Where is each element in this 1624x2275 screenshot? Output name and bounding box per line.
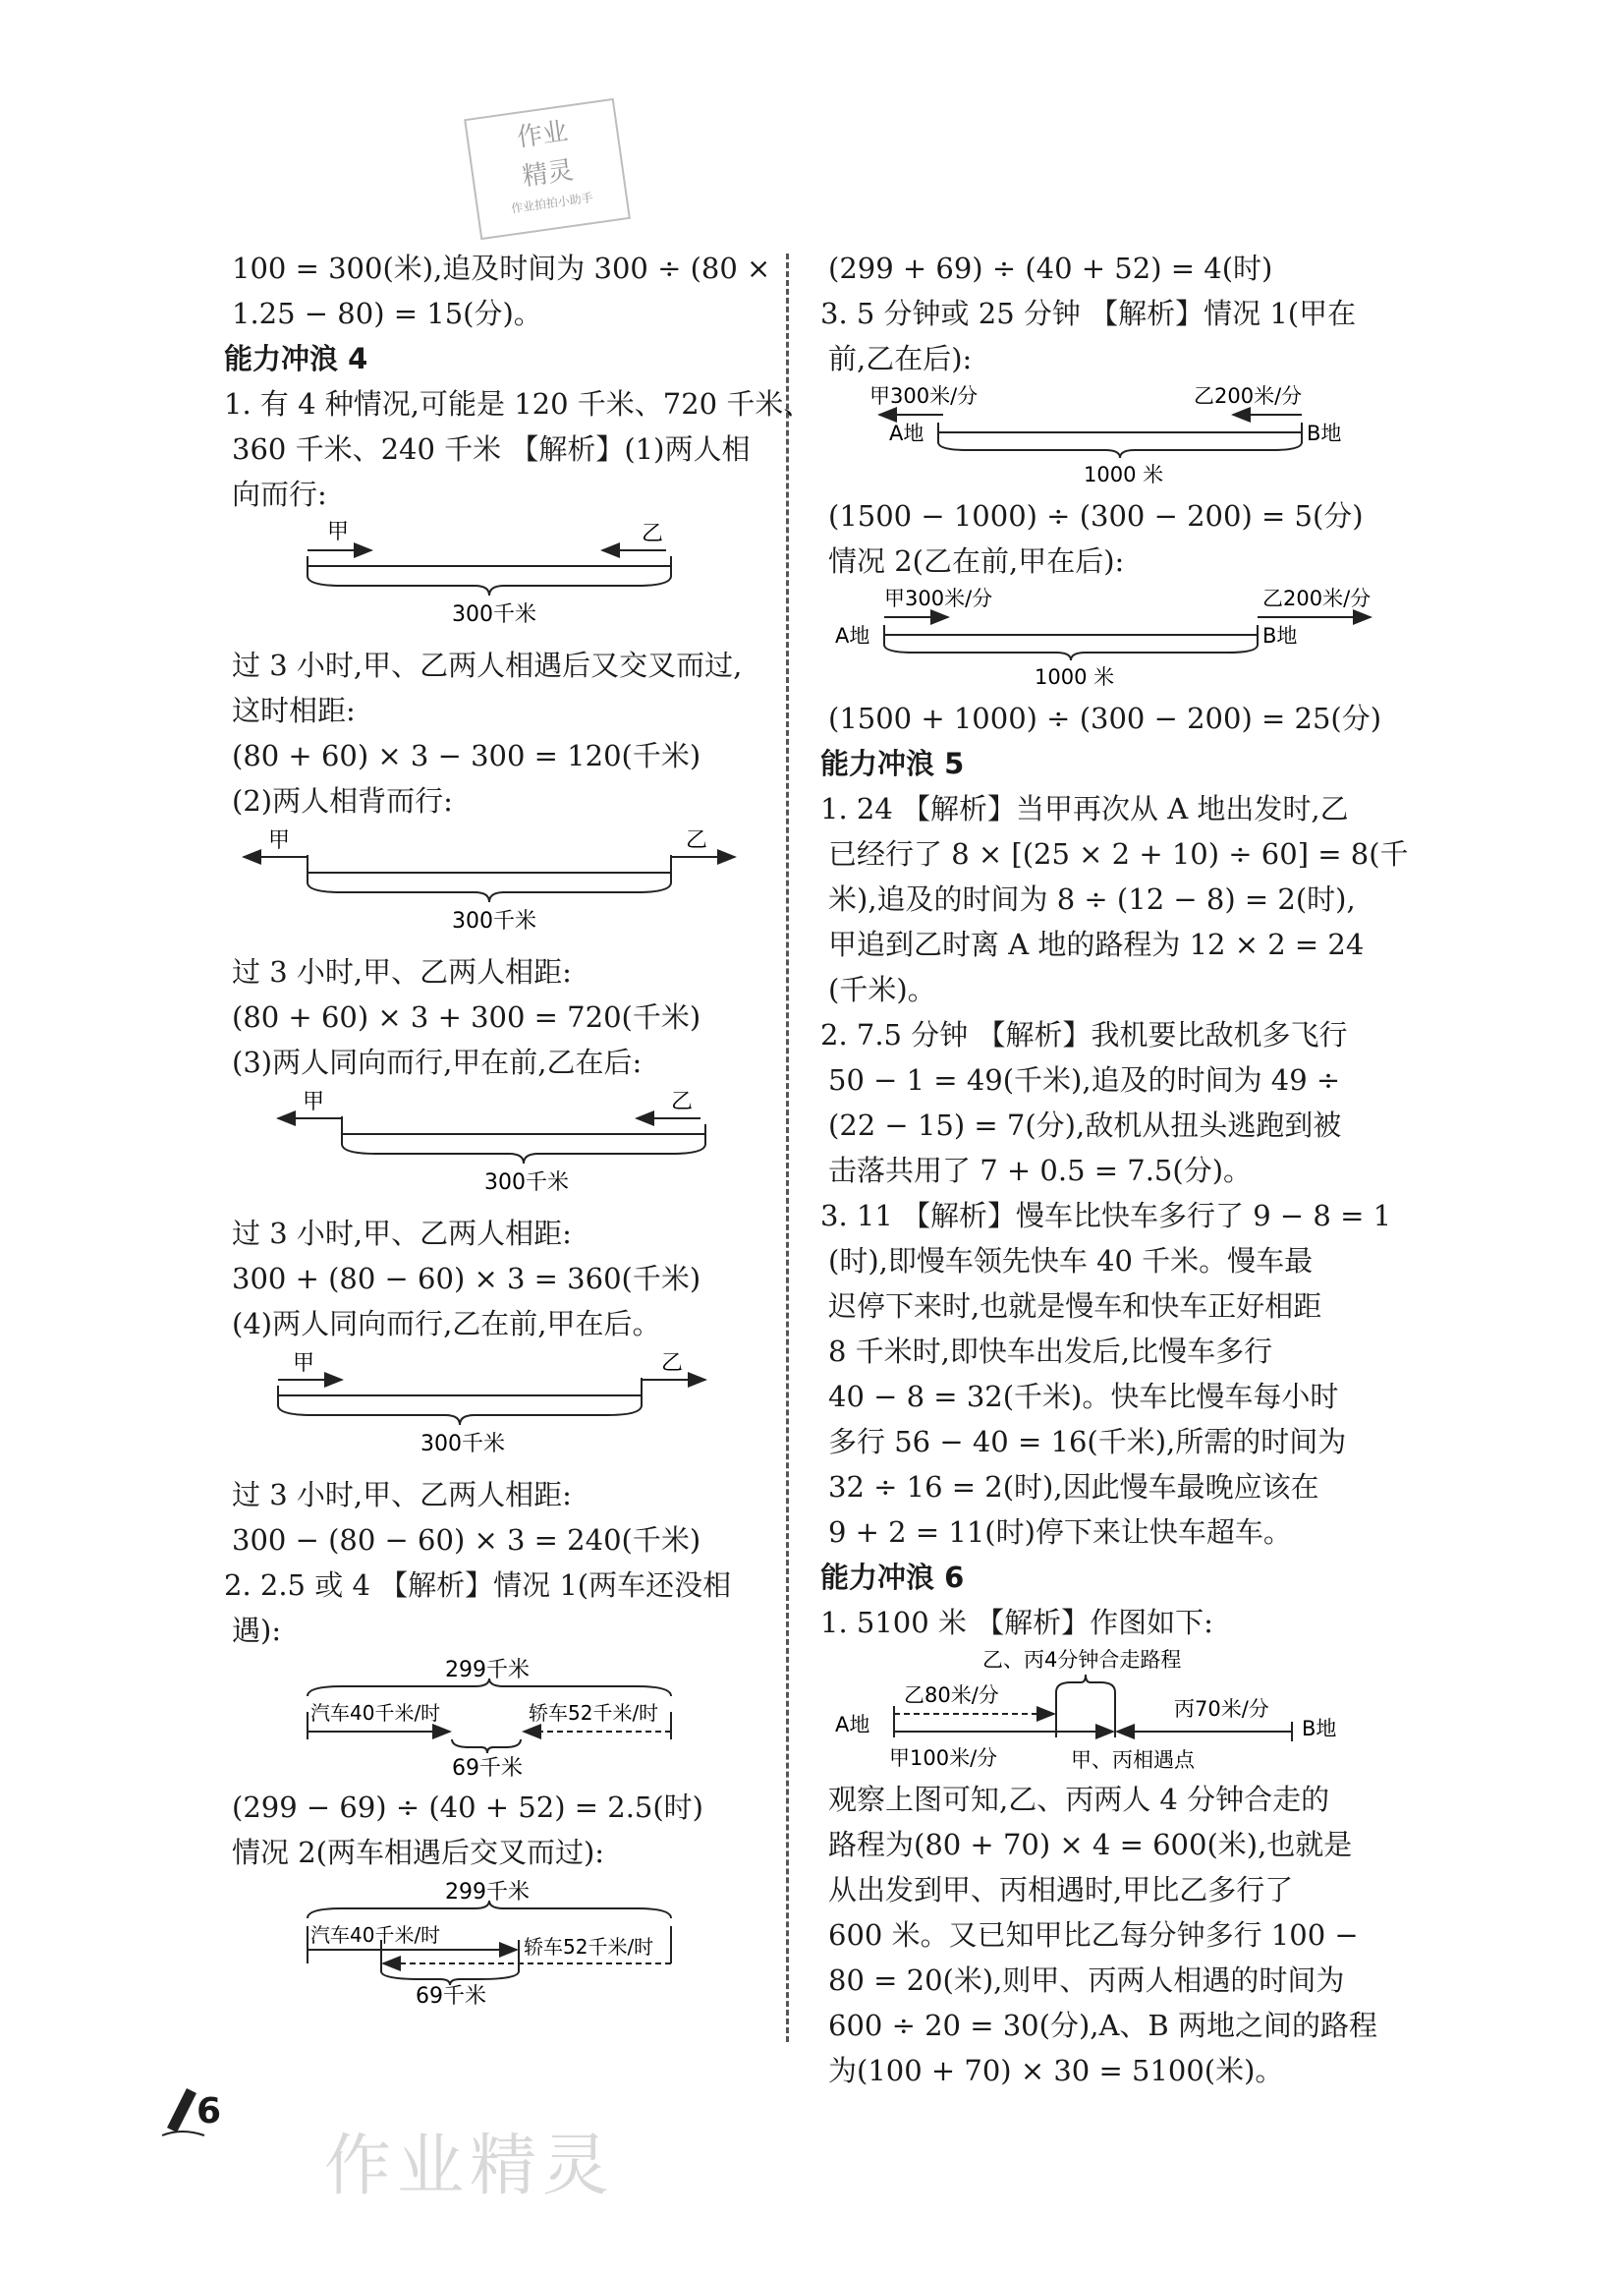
label-a: A地 bbox=[835, 1713, 870, 1736]
diagram-opposite bbox=[224, 519, 755, 641]
brace-bottom bbox=[381, 1971, 519, 1985]
label-yi200: 乙200米/分 bbox=[1262, 587, 1372, 610]
label-299: 299千米 bbox=[445, 1880, 530, 1905]
label-bing70: 丙70米/分 bbox=[1174, 1697, 1269, 1721]
label-69: 69千米 bbox=[452, 1756, 523, 1781]
text-line: 为(100 + 70) × 30 = 5100(米)。 bbox=[828, 2054, 1284, 2087]
label-1000: 1000 米 bbox=[1035, 665, 1115, 689]
section-heading: 能力冲浪 4 bbox=[224, 342, 368, 375]
text-line: 已经行了 8 × [(25 × 2 + 10) ÷ 60] = 8(千 bbox=[828, 837, 1409, 871]
text-line: (299 − 69) ÷ (40 + 52) = 2.5(时) bbox=[232, 1791, 704, 1824]
label-69: 69千米 bbox=[416, 1984, 486, 2005]
label-car: 汽车40千米/时 bbox=[310, 1701, 441, 1725]
text-line: 2. 7.5 分钟 【解析】我机要比敌机多飞行 bbox=[820, 1018, 1348, 1052]
text-line: 这时相距: bbox=[232, 694, 356, 727]
text-line: (1500 − 1000) ÷ (300 − 200) = 5(分) bbox=[828, 499, 1364, 533]
brace-top bbox=[308, 1901, 671, 1918]
text-line: (22 − 15) = 7(分),敌机从扭头逃跑到被 bbox=[828, 1109, 1342, 1142]
text-line: (时),即慢车领先快车 40 千米。慢车最 bbox=[828, 1244, 1314, 1278]
label-car: 汽车40千米/时 bbox=[310, 1923, 441, 1947]
brace-bottom bbox=[452, 1739, 521, 1753]
label-300: 300千米 bbox=[452, 909, 536, 934]
label-300: 300千米 bbox=[452, 602, 536, 627]
left-column bbox=[224, 246, 812, 2007]
text-line: 米),追及的时间为 8 ÷ (12 − 8) = 2(时), bbox=[828, 882, 1356, 916]
text-line: 过 3 小时,甲、乙两人相距: bbox=[232, 1478, 572, 1511]
label-a: A地 bbox=[889, 422, 924, 445]
text-line: (2)两人相背而行: bbox=[232, 784, 453, 818]
text-line: 9 + 2 = 11(时)停下来让快车超车。 bbox=[828, 1515, 1292, 1549]
label-yi80: 乙80米/分 bbox=[904, 1683, 999, 1707]
brace bbox=[278, 1405, 642, 1425]
text-line: 100 = 300(米),追及时间为 300 ÷ (80 × bbox=[232, 252, 771, 285]
text-line: (3)两人同向而行,甲在前,乙在后: bbox=[232, 1046, 643, 1079]
text-line: 600 ÷ 20 = 30(分),A、B 两地之间的路程 bbox=[828, 2009, 1377, 2042]
watermark-text: 作业精灵 bbox=[324, 2128, 616, 2205]
text-line: 2. 2.5 或 4 【解析】情况 1(两车还没相 bbox=[224, 1568, 732, 1602]
label-b: B地 bbox=[1307, 422, 1342, 445]
text-line: 甲追到乙时离 A 地的路程为 12 × 2 = 24 bbox=[828, 928, 1365, 961]
text-line: 32 ÷ 16 = 2(时),因此慢车最晚应该在 bbox=[828, 1470, 1319, 1504]
text-line: 80 = 20(米),则甲、丙两人相遇的时间为 bbox=[828, 1963, 1345, 1997]
text-line: 情况 2(乙在前,甲在后): bbox=[828, 544, 1125, 578]
text-line: 过 3 小时,甲、乙两人相距: bbox=[232, 1217, 572, 1250]
text-line: (80 + 60) × 3 − 300 = 120(千米) bbox=[232, 739, 701, 772]
text-line: 8 千米时,即快车出发后,比慢车多行 bbox=[828, 1335, 1273, 1368]
text-line: 多行 56 − 40 = 16(千米),所需的时间为 bbox=[828, 1425, 1347, 1458]
text-line: 向而行: bbox=[232, 478, 327, 511]
text-line: 3. 5 分钟或 25 分钟 【解析】情况 1(甲在 bbox=[820, 297, 1357, 330]
text-line: 300 − (80 − 60) × 3 = 240(千米) bbox=[232, 1523, 701, 1557]
diagram-jia-yi-bing bbox=[820, 1647, 1390, 1775]
diagram-case-2 bbox=[820, 586, 1390, 694]
brace bbox=[938, 442, 1302, 458]
label-yi: 乙 bbox=[671, 1090, 694, 1114]
text-line: (80 + 60) × 3 + 300 = 720(千米) bbox=[232, 1000, 701, 1034]
text-line: 50 − 1 = 49(千米),追及的时间为 49 ÷ bbox=[828, 1063, 1341, 1097]
stamp-line-2: 精灵 bbox=[520, 155, 576, 193]
text-line: (1500 + 1000) ÷ (300 − 200) = 25(分) bbox=[828, 702, 1382, 735]
text-line: 遇): bbox=[232, 1614, 282, 1647]
text-line: 击落共用了 7 + 0.5 = 7.5(分)。 bbox=[828, 1154, 1253, 1187]
text-line: 600 米。又已知甲比乙每分钟多行 100 − bbox=[828, 1918, 1359, 1952]
stamp-line-1: 作业 bbox=[515, 116, 570, 153]
diagram-same-jia-front bbox=[224, 1087, 755, 1209]
label-jia100: 甲100米/分 bbox=[889, 1746, 998, 1770]
text-line: 1. 24 【解析】当甲再次从 A 地出发时,乙 bbox=[820, 792, 1349, 825]
label-jia300: 甲300米/分 bbox=[869, 384, 979, 408]
section-heading: 能力冲浪 5 bbox=[820, 747, 965, 780]
text-line: (千米)。 bbox=[828, 973, 936, 1006]
text-line: 3. 11 【解析】慢车比快车多行了 9 − 8 = 1 bbox=[820, 1199, 1392, 1232]
diagram-cars-2 bbox=[224, 1877, 755, 2005]
text-line: 过 3 小时,甲、乙两人相遇后又交叉而过, bbox=[232, 649, 743, 682]
section-heading: 能力冲浪 6 bbox=[820, 1561, 965, 1594]
label-yi: 乙 bbox=[661, 1351, 684, 1376]
text-line: 1. 5100 米 【解析】作图如下: bbox=[820, 1606, 1213, 1639]
label-b: B地 bbox=[1302, 1717, 1337, 1740]
right-column bbox=[820, 246, 1409, 2093]
brace-top bbox=[308, 1678, 671, 1696]
text-line: 过 3 小时,甲、乙两人相距: bbox=[232, 955, 572, 989]
brace bbox=[308, 882, 671, 902]
text-line: 1. 有 4 种情况,可能是 120 千米、720 千米、 bbox=[224, 387, 812, 421]
column-divider bbox=[786, 254, 789, 2042]
label-sedan: 轿车52千米/时 bbox=[529, 1701, 659, 1725]
label-sedan: 轿车52千米/时 bbox=[524, 1935, 654, 1959]
text-line: 从出发到甲、丙相遇时,甲比乙多行了 bbox=[828, 1873, 1294, 1906]
text-line: 路程为(80 + 70) × 4 = 600(米),也就是 bbox=[828, 1828, 1353, 1861]
text-line: 1.25 − 80) = 15(分)。 bbox=[232, 297, 542, 330]
text-line: 观察上图可知,乙、丙两人 4 分钟合走的 bbox=[828, 1783, 1330, 1816]
label-jia: 甲 bbox=[303, 1090, 325, 1114]
brace-top bbox=[1056, 1675, 1115, 1692]
stamp-line-3: 作业拍拍小助手 bbox=[510, 190, 594, 216]
text-line: 300 + (80 − 60) × 3 = 360(千米) bbox=[232, 1262, 701, 1295]
diagram-away bbox=[224, 825, 755, 947]
label-yi: 乙 bbox=[642, 522, 664, 546]
label-yi: 乙 bbox=[686, 828, 708, 853]
text-line: 40 − 8 = 32(千米)。快车比慢车每小时 bbox=[828, 1380, 1339, 1413]
label-meet: 甲、丙相遇点 bbox=[1071, 1748, 1195, 1772]
label-jia300: 甲300米/分 bbox=[884, 587, 993, 610]
text-line: 360 千米、240 千米 【解析】(1)两人相 bbox=[232, 432, 751, 466]
page-number: 6 bbox=[196, 2091, 222, 2132]
watermark-stamp bbox=[464, 98, 631, 240]
label-jia: 甲 bbox=[268, 828, 291, 853]
label-300: 300千米 bbox=[420, 1432, 505, 1456]
label-jia: 甲 bbox=[293, 1351, 315, 1376]
text-line: (299 + 69) ÷ (40 + 52) = 4(时) bbox=[828, 252, 1273, 285]
text-line: 前,乙在后): bbox=[828, 342, 973, 375]
brace bbox=[342, 1144, 705, 1164]
label-yibing4: 乙、丙4分钟合走路程 bbox=[982, 1648, 1182, 1672]
text-line: 情况 2(两车相遇后交叉而过): bbox=[232, 1836, 605, 1869]
label-300: 300千米 bbox=[484, 1170, 569, 1195]
label-299: 299千米 bbox=[445, 1658, 530, 1682]
label-b: B地 bbox=[1262, 624, 1298, 648]
diagram-cars-1 bbox=[224, 1655, 755, 1783]
label-a: A地 bbox=[835, 624, 870, 648]
diagram-case-1 bbox=[820, 383, 1390, 491]
text-line: (4)两人同向而行,乙在前,甲在后。 bbox=[232, 1307, 661, 1340]
brace bbox=[884, 645, 1258, 660]
brace bbox=[308, 576, 671, 596]
diagram-same-yi-front bbox=[224, 1348, 755, 1470]
label-jia: 甲 bbox=[327, 520, 350, 544]
label-yi200: 乙200米/分 bbox=[1194, 384, 1303, 408]
text-line: 迟停下来时,也就是慢车和快车正好相距 bbox=[828, 1289, 1322, 1323]
label-1000: 1000 米 bbox=[1084, 463, 1164, 486]
